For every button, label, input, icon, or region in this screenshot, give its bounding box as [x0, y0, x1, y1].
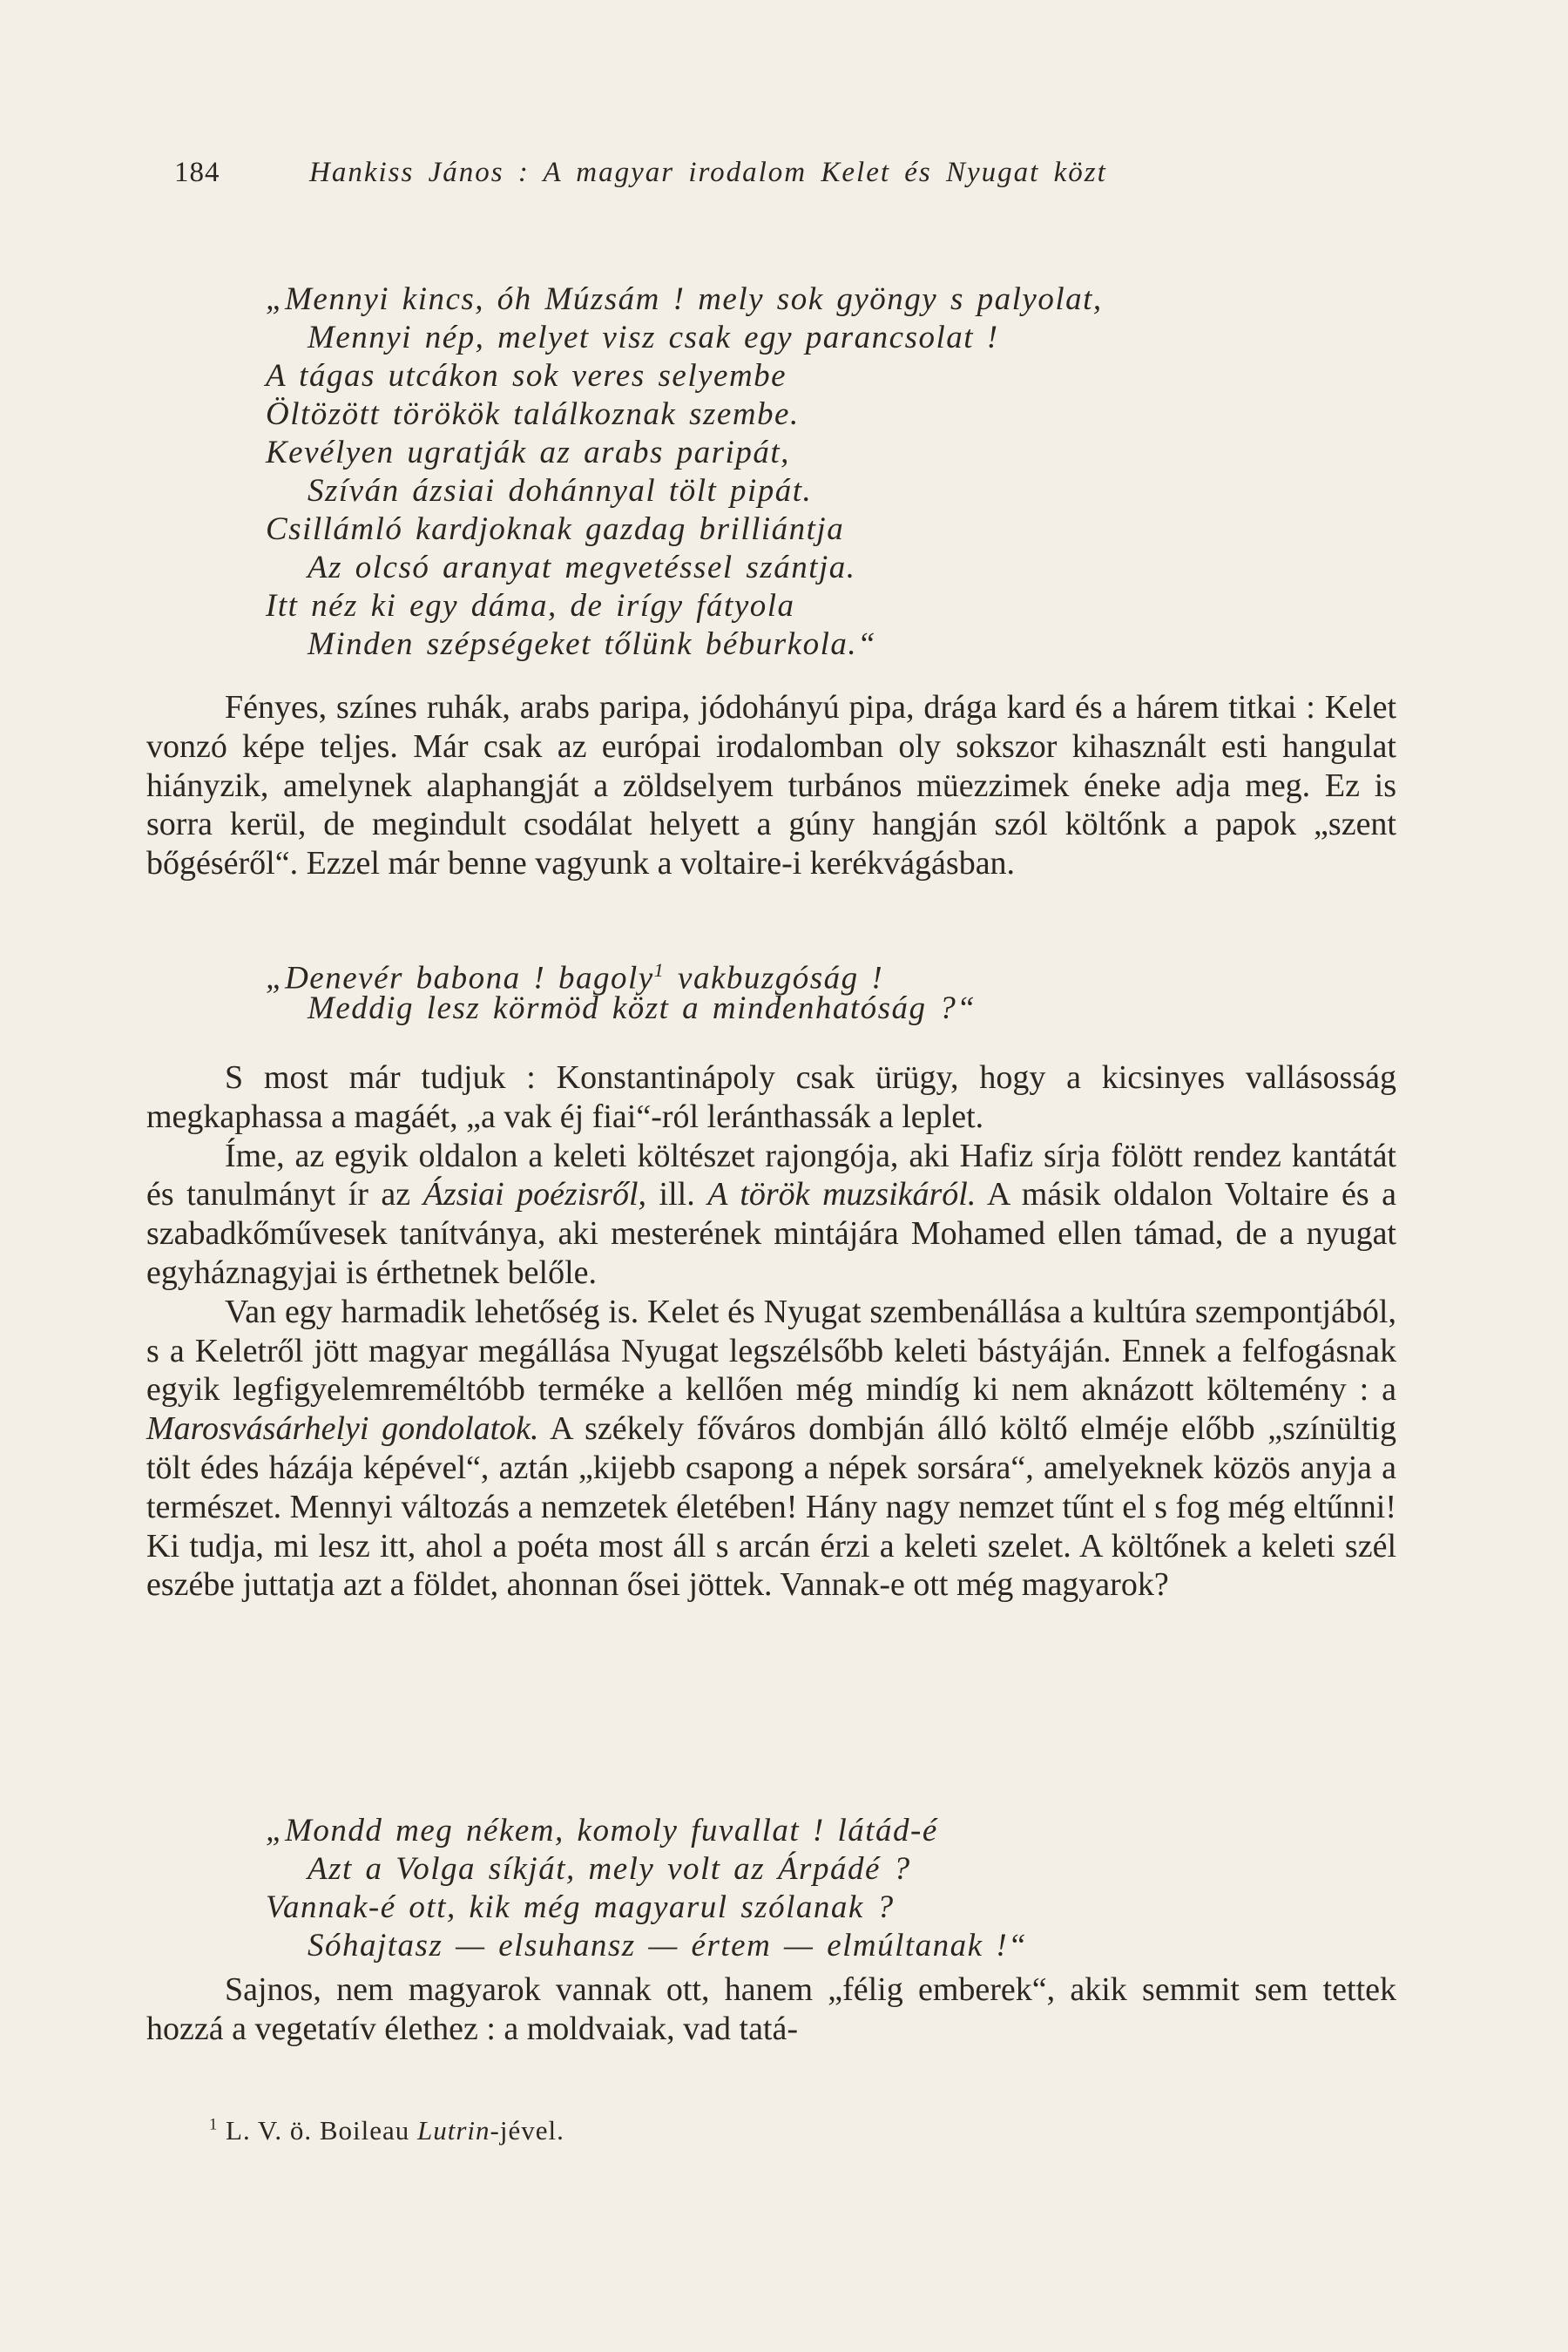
verse-line: Öltözött törökök találkoznak szembe.	[266, 396, 800, 432]
running-title: Hankiss János : A magyar irodalom Kelet és Nyugat közt	[309, 157, 1107, 188]
paragraph-text	[146, 1293, 1396, 1605]
text-run: A másik oldalon Voltaire és a szabadkőművesek tanítványa, aki mesterének mintájára Mohamed ellen támad, de a nyugat egyháznagyjai is érthetnek belőle.	[146, 1176, 1397, 1291]
footnote-text: L. V. ö. Boileau	[218, 2115, 417, 2146]
text-run: Van egy harmadik lehetőség is. Kelet és Nyugat szembenállása a kultúra szempontjából, s a Keletről jött magyar megállása Nyugat legszélsőbb keleti bástyáján. Ennek a felfogásnak egyik legfigyelemreméltóbb terméke a kellően még mindíg ki nem aknázott költemény : a	[146, 1293, 1396, 1409]
footnote-ref: 1	[653, 959, 666, 981]
verse-line: Szíván ázsiai dohánnyal tölt pipát.	[308, 473, 813, 509]
paragraph-text: Fényes, színes ruhák, arabs paripa, jódohányú pipa, drága kard és a hárem titkai : Kelet vonzó képe teljes. Már csak az európai irodalomban oly sokszor kihasznált esti hangulat hiányzik, amelynek alaphangját a zöldselyem turbános müezzimek éneke adja meg. Ez is sorra kerül, de megindult csodálat helyett a gúny hangján szól költőnk a papok „szent bőgéséről“. Ezzel már benne vagyunk a voltaire-i kerékvágásban.	[146, 689, 1396, 882]
paragraph-5	[146, 1970, 1396, 2049]
verse-line: „Mennyi kincs, óh Múzsám ! mely sok gyöngy s palyolat,	[266, 281, 1103, 317]
paragraph-2	[146, 1058, 1396, 1605]
footnote-text: -jével.	[490, 2115, 564, 2146]
footnote-marker: 1	[209, 2115, 219, 2134]
footnote-italic: Lutrin	[417, 2115, 490, 2146]
verse-line: Az olcsó aranyat megvetéssel szántja.	[308, 550, 856, 585]
paragraph-text: Sajnos, nem magyarok vannak ott, hanem „félig emberek“, akik semmit sem tettek hozzá a vegetatív élethez : a moldvaiak, vad tatá-	[146, 1971, 1396, 2047]
text-run: ill.	[646, 1176, 708, 1213]
verse-line: Csillámló kardjoknak gazdag brilliántja	[266, 511, 845, 547]
verse-block-2	[266, 951, 976, 1028]
paragraph-1	[146, 688, 1396, 883]
verse-line	[266, 951, 976, 997]
verse-line: A tágas utcákon sok veres selyembe	[266, 358, 787, 394]
italic-title: A török muzsikáról.	[707, 1176, 977, 1213]
verse-line: Kevélyen ugratják az arabs paripát,	[266, 435, 790, 470]
verse-line: Meddig lesz körmöd közt a mindenhatóság ?“	[308, 990, 977, 1026]
paragraph-text	[146, 1137, 1396, 1293]
verse-line: Itt néz ki egy dáma, de irígy fátyola	[266, 588, 795, 624]
verse-line: Minden szépségeket tőlünk béburkola.“	[308, 626, 877, 662]
verse-line: Mennyi nép, melyet visz csak egy parancsolat !	[308, 320, 999, 355]
page-number: 184	[174, 157, 220, 188]
verse-line: Azt a Volga síkját, mely volt az Árpádé ?	[308, 1851, 911, 1887]
paragraph-text: S most már tudjuk : Konstantinápoly csak ürügy, hogy a kicsinyes vallásosság megkaphassa a magáét, „a vak éj fiai“-ról leránthassák a leplet.	[146, 1059, 1396, 1135]
italic-title: Marosvásárhelyi gondolatok.	[146, 1410, 539, 1448]
verse-line: Vannak-é ott, kik még magyarul szólanak ?	[266, 1889, 895, 1925]
text-run: Íme, az egyik oldalon a keleti költészet rajongója, aki Hafiz sírja fölött rendez kantátát és tanulmányt ír az	[146, 1137, 1396, 1213]
verse-block-3	[266, 1812, 1027, 1965]
footnote	[209, 2115, 564, 2146]
verse-text: vakbuzgóság !	[665, 960, 884, 997]
verse-block-1	[266, 280, 1103, 664]
verse-text: „Denevér babona ! bagoly	[266, 960, 654, 997]
verse-line: Sóhajtasz — elsuhansz — értem — elmúltanak !“	[308, 1928, 1028, 1963]
verse-line: „Mondd meg nékem, komoly fuvallat ! látád-é	[266, 1813, 938, 1848]
text-run: A székely főváros dombján álló költő elméje előbb „színültig tölt édes házája képével“, aztán „kijebb csapong a népek sorsára“, amelyeknek közös anyja a természet. Mennyi változás a nemzetek életében! Hány nagy nemzet tűnt el s fog még eltűnni! Ki tudja, mi lesz itt, ahol a poéta most áll s arcán érzi a keleti szelet. A költőnek a keleti szél eszébe juttatja azt a földet, ahonnan ősei jöttek. Vannak-e ott még magyarok?	[146, 1410, 1396, 1604]
italic-title: Ázsiai poézisről,	[422, 1176, 647, 1213]
